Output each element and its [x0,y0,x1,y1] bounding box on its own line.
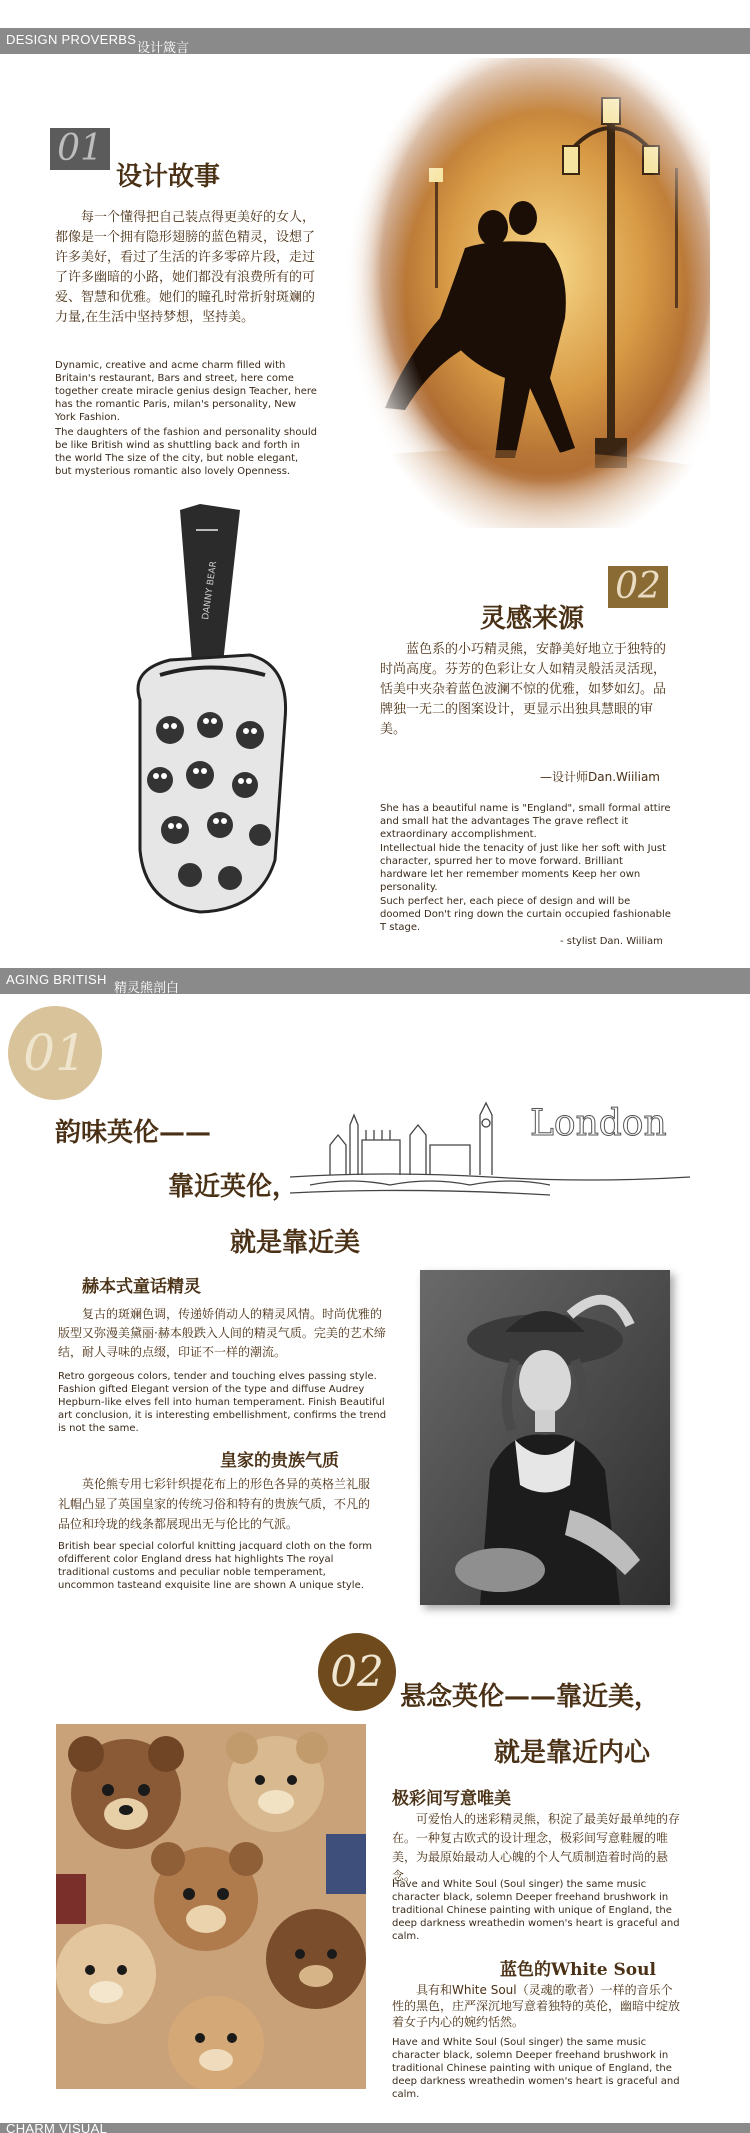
band-title-cn: 精灵熊剖白 [114,981,180,996]
section-band-aging-british [0,968,750,994]
london-text: London [530,1103,667,1144]
design-story-en-text-1: Dynamic, creative and acme charm filled with Britain's restaurant, Bars and street, here come together create miracle genius design Teacher, here has the romantic Paris, milan's personality, New York Fashion. [55,360,317,423]
blue-white-soul-cn-text: 具有和White Soul（灵魂的歌者）一样的音乐个性的黑色，庄严深沉地写意着独特的英伦，幽暗中绽放着女子内心的婉约恬然。 [392,1983,681,2029]
suspense-britain-headline-2: 就是靠近内心 [494,1738,651,1768]
section-number: 01 [23,1024,87,1082]
svg-text:DANNY BEAR: DANNY BEAR [201,560,220,621]
inspiration-en-text-1: She has a beautiful name is "England", small formal attire and small hat the advantages The grave reflect it extraordinary accomplishment. [380,803,671,840]
blue-white-soul-en-text: Have and White Soul (Soul singer) the same music character black, solemn Deeper freehand brushwork in traditional Chinese painting with unique of England, the deep darkness wreathedin women's heart is graceful and calm. [392,2037,680,2100]
section-band-charm-visual [0,2123,750,2133]
inspiration-en-text-2: Intellectual hide the tenacity of just like her soft with Just character, spurred her to move forward. Brilliant hardware let her remember moments Keep her own personality. [380,843,667,893]
colorful-freehand-title: 极彩间写意唯美 [392,1789,511,1809]
charm-britain-headline-2: 靠近英伦， [168,1172,299,1202]
stylist-signature-en: - stylist Dan. Wiiliam [560,936,663,947]
section-number-box: 02 [608,566,668,608]
royal-noble-en-text: British bear special colorful knitting jacquard cloth on the form ofdifferent color England dress hat highlights The royal traditional customs and peculiar noble temperament, uncommon tasteand exquisite line are shown A unique style. [58,1541,373,1591]
band-title-en: CHARM VISUAL [6,2123,108,2133]
inspiration-title: 灵感来源 [480,604,585,634]
band-title-cn: 设计箴言 [137,41,190,56]
band-title-en: DESIGN PROVERBS [6,32,137,47]
bag-sketch-image [100,500,310,930]
blue-white-soul-title: 蓝色的White Soul [500,1960,656,1980]
design-story-cn-text: 每一个懂得把自己装点得更美好的女人，都像是一个拥有隐形翅膀的蓝色精灵，设想了许多美好，看过了生活的许多零碎片段，走过了许多幽暗的小路，她们都没有浪费所有的可爱、智慧和优雅。她们的瞳孔时常折射斑斓的力量,在生活中坚持梦想，坚持美。 [55,210,316,325]
suspense-britain-headline-1: 悬念英伦——靠近美， [400,1682,661,1712]
inspiration-en-text-3: Such perfect her, each piece of design and will be doomed Don't ring down the curtain occupied fashionable T stage. [380,896,671,933]
royal-noble-cn-text: 英伦熊专用七彩针织提花布上的形色各异的英格兰礼服礼帽凸显了英国皇家的传统习俗和特有的贵族气质，不凡的品位和玲珑的线条都展现出无与伦比的气派。 [58,1477,371,1531]
dancing-couple-painting [345,58,710,528]
lady-portrait-image [420,1270,670,1605]
charm-britain-headline-1: 韵味英伦—— [55,1118,212,1148]
section-number: 02 [330,1647,384,1696]
section-number-circle [318,1633,396,1711]
bear-fabric-image [56,1724,366,2089]
royal-noble-title: 皇家的贵族气质 [220,1451,339,1471]
charm-britain-headline-3: 就是靠近美 [230,1228,361,1258]
design-story-en-text-2: The daughters of the fashion and personality should be like British wind as shuttling back and forth in the world The size of the city, but noble elegant, but mysterious romantic also lovely Openness. [55,427,317,477]
band-title-en: AGING BRITISH [6,972,107,987]
colorful-freehand-en-text: Have and White Soul (Soul singer) the same music character black, solemn Deeper freehand brushwork in traditional Chinese painting with unique of England, the deep darkness wreathedin women's heart is graceful and calm. [392,1879,680,1942]
section-number-box: 01 [50,128,110,170]
london-skyline-sketch [290,1085,690,1205]
section-number-circle [8,1006,102,1100]
hepburn-fairy-cn-text: 复古的斑斓色调，传递娇俏动人的精灵风情。时尚优雅的版型又弥漫美黛丽·赫本般跌入人间的精灵气质。完美的艺术缔结，耐人寻味的点缀，印证不一样的潮流。 [58,1307,386,1359]
hepburn-fairy-en-text: Retro gorgeous colors, tender and touching elves passing style. Fashion gifted Elegant version of the type and diffuse Audrey Hepburn-like elves fell into human temperament. Finish Beautiful art conclusion, it is interesting embellishment, confirms the trend is not the same. [58,1371,387,1434]
design-story-title: 设计故事 [116,162,221,192]
section-band-design-proverbs [0,28,750,54]
designer-signature-cn: —设计师Dan.Wiiliam [540,770,660,784]
hepburn-fairy-title: 赫本式童话精灵 [82,1277,201,1297]
colorful-freehand-cn-text: 可爱怡人的迷彩精灵熊，积淀了最美好最单纯的存在。一种复古欧式的设计理念，极彩间写意鞋履的唯美，为最原始最动人心魄的个人气质制造着时尚的悬念。 [392,1812,681,1883]
inspiration-cn-text: 蓝色系的小巧精灵熊，安静美好地立于独特的时尚高度。芬芳的色彩让女人如精灵般活灵活现，恬美中夹杂着蓝色波澜不惊的优雅，如梦如幻。品牌独一无二的图案设计，更显示出独具慧眼的审美。 [380,642,667,737]
